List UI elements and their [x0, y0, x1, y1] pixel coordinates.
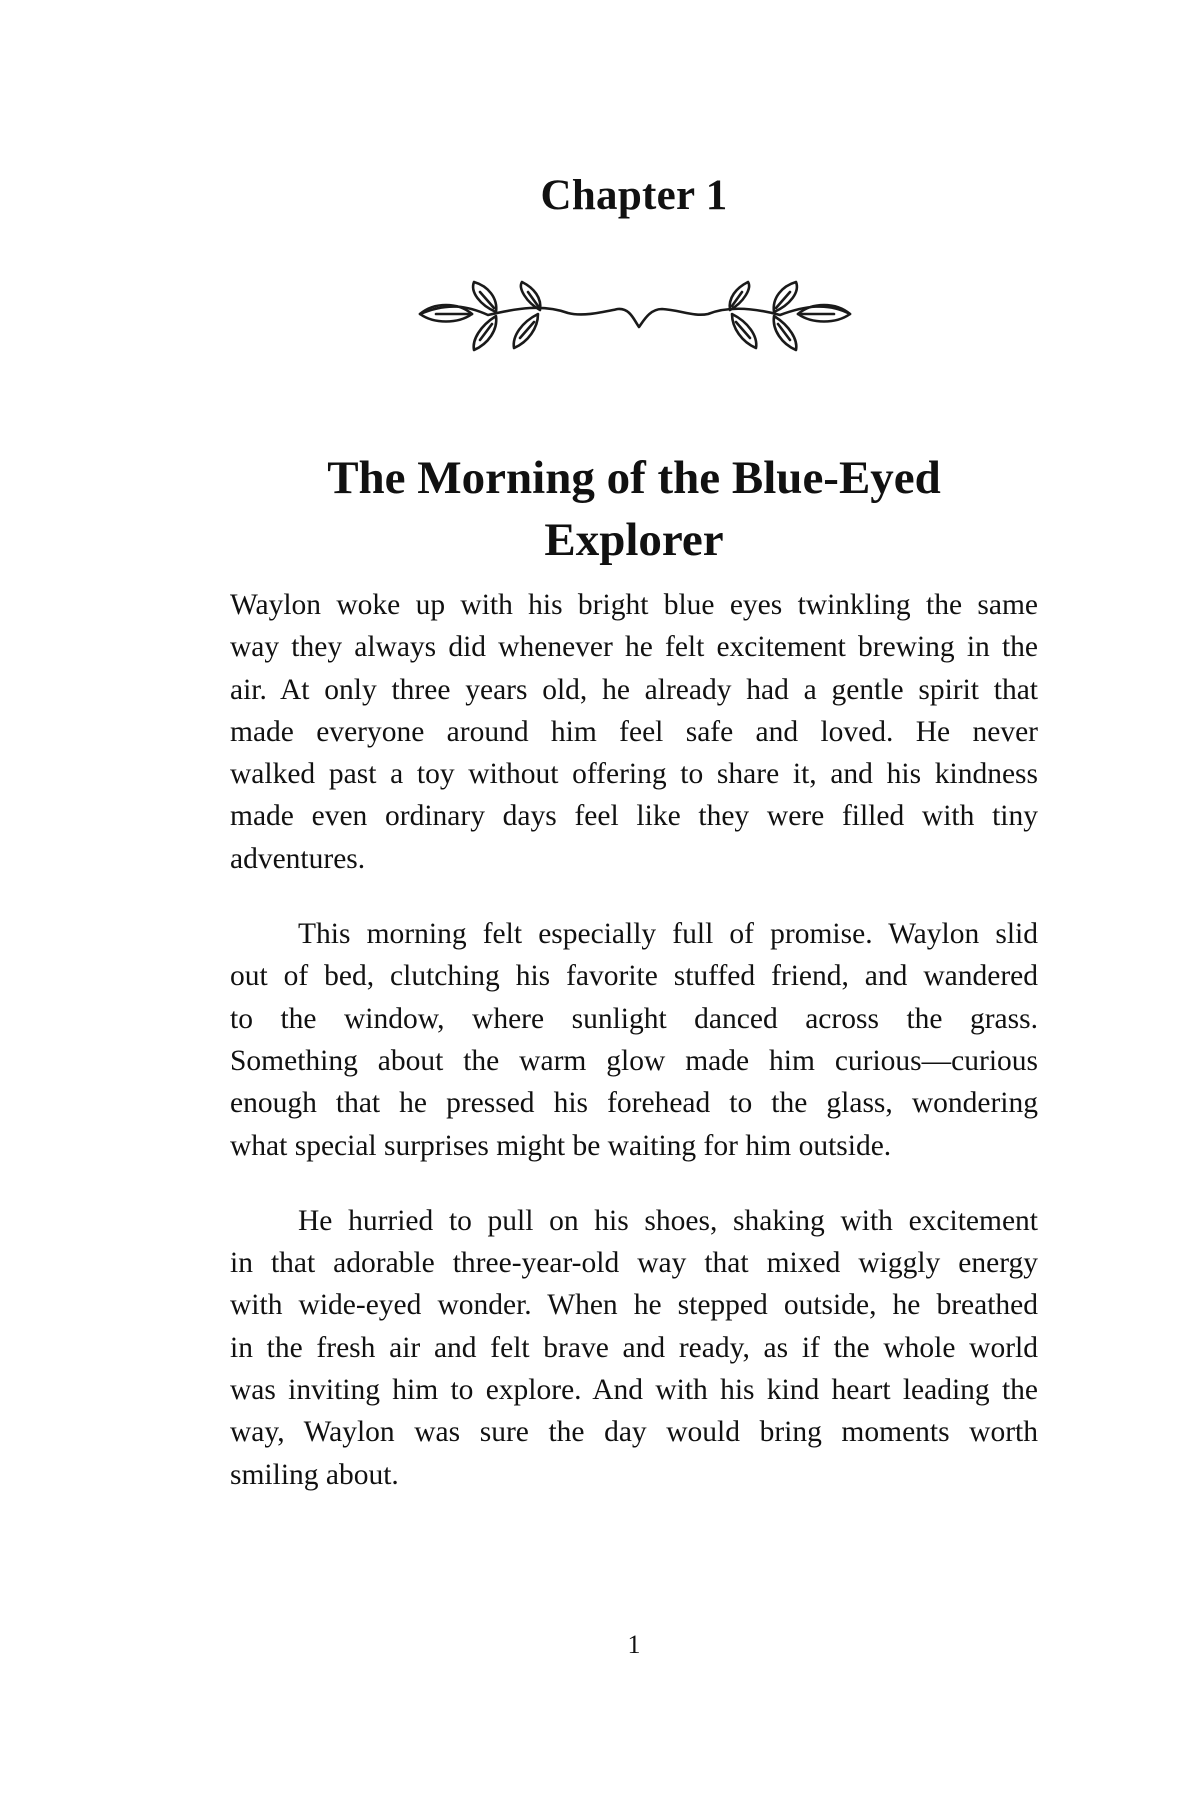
text-line: what special surprises might be waiting for him outside.: [230, 1129, 892, 1162]
text-line: made even ordinary days feel like they were filled with tiny: [230, 800, 1038, 833]
text-line: adventures.: [230, 842, 366, 875]
paragraph-3: [230, 1200, 1038, 1496]
text-line: was inviting him to explore. And with his kind heart leading the: [230, 1374, 1038, 1407]
chapter-body: [230, 584, 1038, 1529]
text-line: in the fresh air and felt brave and ready, as if the whole world: [230, 1331, 1038, 1364]
leaf-vine-divider-icon: [418, 280, 852, 378]
paragraph-1: [230, 584, 1038, 880]
text-line: way, Waylon was sure the day would bring moments worth: [230, 1416, 1038, 1449]
text-line: with wide-eyed wonder. When he stepped outside, he breathed: [230, 1289, 1038, 1322]
text-line: out of bed, clutching his favorite stuffed friend, and wandered: [230, 960, 1038, 993]
text-line: walked past a toy without offering to share it, and his kindness: [230, 758, 1038, 791]
text-line: in that adorable three-year-old way that mixed wiggly energy: [230, 1247, 1038, 1280]
story-title: [200, 447, 1068, 571]
text-line: to the window, where sunlight danced across the grass.: [230, 1002, 1038, 1035]
text-line: enough that he pressed his forehead to the glass, wondering: [230, 1087, 1038, 1120]
text-line: air. At only three years old, he already had a gentle spirit that: [230, 673, 1038, 706]
text-line: Waylon woke up with his bright blue eyes twinkling the same: [230, 589, 1038, 621]
text-line: He hurried to pull on his shoes, shaking with excitement: [298, 1204, 1038, 1237]
page-number: 1: [627, 1630, 641, 1659]
story-title-line-2: Explorer: [544, 514, 724, 566]
text-line: Something about the warm glow made him curious—curious: [230, 1044, 1038, 1077]
text-line: smiling about.: [230, 1458, 399, 1491]
text-line: way they always did whenever he felt excitement brewing in the: [230, 631, 1038, 664]
story-title-line-1: The Morning of the Blue-Eyed: [327, 452, 941, 504]
chapter-label: Chapter 1: [540, 172, 728, 219]
text-line: This morning felt especially full of promise. Waylon slid: [298, 918, 1038, 951]
paragraph-2: [230, 913, 1038, 1167]
text-line: made everyone around him feel safe and loved. He never: [230, 715, 1038, 748]
